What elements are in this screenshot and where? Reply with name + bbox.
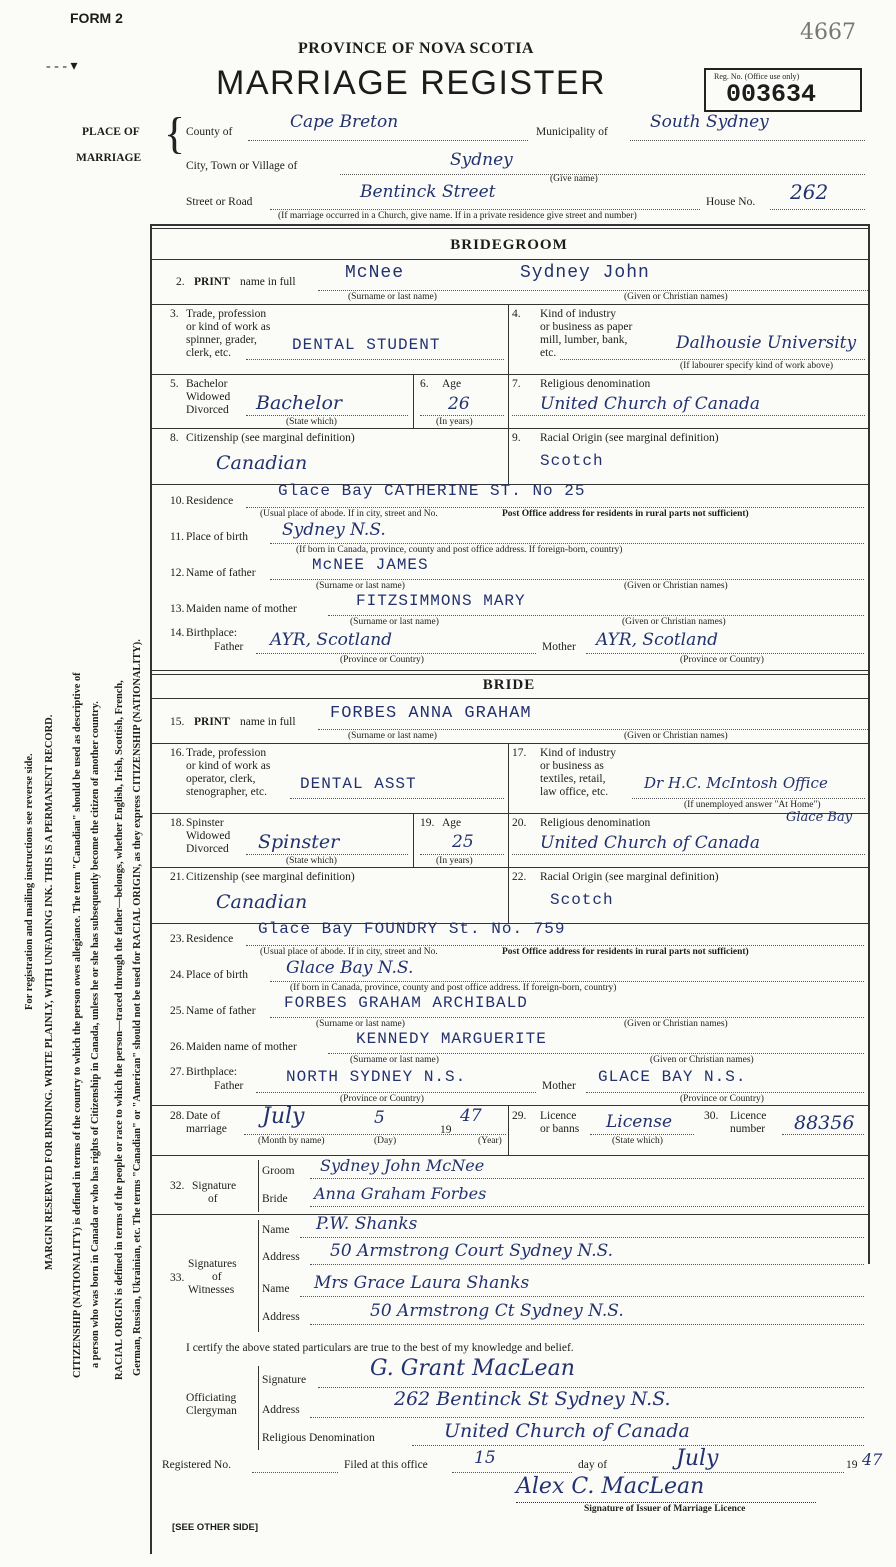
f12-label: Name of father — [186, 567, 256, 579]
filed-label: Filed at this office — [344, 1459, 428, 1471]
street-value: Bentinck Street — [360, 182, 496, 202]
marriage-day: 5 — [374, 1108, 385, 1128]
groom-father-surname-note: (Surname or last name) — [316, 581, 405, 591]
bride-status: Spinster — [258, 831, 340, 853]
groom-citizenship: Canadian — [216, 452, 308, 474]
county-value: Cape Breton — [290, 112, 399, 132]
f8-num: 8. — [170, 432, 179, 444]
f7-label: Religious denomination — [540, 378, 651, 390]
groom-mother-given-note: (Given or Christian names) — [622, 617, 726, 627]
place-label-2: MARRIAGE — [76, 152, 142, 164]
groom-surname-note: (Surname or last name) — [348, 292, 437, 302]
f11-num: 11. — [170, 531, 184, 543]
witness2-address: 50 Armstrong Ct Sydney N.S. — [370, 1301, 624, 1321]
groom-industry: Dalhousie University — [676, 333, 857, 353]
f32-label-2: of — [208, 1193, 218, 1205]
province-title: PROVINCE OF NOVA SCOTIA — [298, 40, 534, 57]
bride-father: FORBES GRAHAM ARCHIBALD — [284, 994, 528, 1012]
f7-num: 7. — [512, 378, 521, 390]
groom-given-note: (Given or Christian names) — [624, 292, 728, 302]
groom-mother-surname-note: (Surname or last name) — [350, 617, 439, 627]
margin-line-5: RACIAL ORIGIN is defined in terms of the people or race to which the person—traced through the father—belongs, whether English, Irish, Scottish, French, — [114, 680, 125, 1380]
f28-label-1: Date of — [186, 1110, 221, 1122]
f18-num: 18. — [170, 817, 185, 829]
day-note: (Day) — [374, 1136, 397, 1146]
registered-label: Registered No. — [162, 1459, 231, 1471]
filed-year-prefix: 19 — [846, 1459, 858, 1471]
witness1-name: P.W. Shanks — [316, 1214, 418, 1234]
bride-surname-note: (Surname or last name) — [348, 731, 437, 741]
f15-num: 15. — [170, 716, 185, 728]
f26-label: Maiden name of mother — [186, 1041, 297, 1053]
f27-label: Birthplace: — [186, 1066, 238, 1078]
bride-signature: Anna Graham Forbes — [314, 1184, 487, 1203]
f2-label: name in full — [240, 276, 296, 288]
place-label-1: PLACE OF — [82, 126, 140, 138]
f5-label-1: Bachelor — [186, 378, 228, 390]
f17-label-1: Kind of industry — [540, 747, 617, 759]
f25-label: Name of father — [186, 1005, 256, 1017]
groom-res-note-a: (Usual place of abode. If in city, street and No. — [260, 509, 438, 519]
form-border-left — [150, 224, 152, 1554]
bride-father-prov-note: (Province or Country) — [340, 1094, 424, 1104]
bride-citizenship: Canadian — [216, 891, 308, 913]
groom-racial: Scotch — [540, 452, 604, 470]
bride-industry: Dr H.C. McIntosh Office — [644, 774, 828, 792]
f18-label-1: Spinster — [186, 817, 224, 829]
bride-birth-note: (If born in Canada, province, county and post office address. If foreign-born, country) — [290, 983, 617, 993]
filed-month: July — [676, 1446, 719, 1471]
bride-res-note-a: (Usual place of abode. If in city, street and No. — [260, 947, 438, 957]
witness2-name: Mrs Grace Laura Shanks — [314, 1273, 530, 1293]
f17-label-3: textiles, retail, — [540, 773, 606, 785]
county-label: County of — [186, 126, 233, 138]
reg-no-label: Reg. No. (Office use only) — [714, 72, 800, 81]
f21-label: Citizenship (see marginal definition) — [186, 871, 355, 883]
document-title: MARRIAGE REGISTER — [216, 64, 607, 102]
clergy-signature-label: Signature — [262, 1374, 307, 1386]
f32-label-1: Signature — [192, 1180, 237, 1192]
f33-label-2: of — [212, 1271, 222, 1283]
f30-label-1: Licence — [730, 1110, 767, 1122]
city-label: City, Town or Village of — [186, 160, 298, 172]
groom-state-which: (State which) — [286, 417, 337, 427]
place-brace: { — [164, 109, 186, 158]
f5-label-3: Divorced — [186, 404, 229, 416]
filed-day: 15 — [474, 1448, 496, 1468]
bride-name: FORBES ANNA GRAHAM — [330, 704, 532, 723]
margin-line-6: German, Russian, Ukrainian, etc. The terms "Canadian" or "American" should not be used for RACIAL ORIGIN, as they express CITIZENSHIP (NATIONALITY). — [132, 639, 143, 1376]
f24-num: 24. — [170, 969, 185, 981]
f29-label-2: or banns — [540, 1123, 580, 1135]
groom-father-prov-note: (Province or Country) — [340, 655, 424, 665]
f17-num: 17. — [512, 747, 527, 759]
margin-line-1: For registration and mailing instructions see reverse side. — [24, 753, 35, 1010]
f3-label-4: clerk, etc. — [186, 347, 232, 359]
f16-label-1: Trade, profession — [186, 747, 267, 759]
f27-num: 27. — [170, 1066, 185, 1078]
f8-label: Citizenship (see marginal definition) — [186, 432, 355, 444]
f14-label: Birthplace: — [186, 627, 238, 639]
f3-label-3: spinner, grader, — [186, 334, 257, 346]
f12-num: 12. — [170, 567, 185, 579]
margin-line-2: MARGIN RESERVED FOR BINDING. WRITE PLAINLY, WITH UNFADING INK. THIS IS A PERMANENT RECORD. — [44, 714, 55, 1270]
city-value: Sydney — [450, 150, 513, 170]
f13-label: Maiden name of mother — [186, 603, 297, 615]
handwritten-number: 4667 — [800, 20, 856, 45]
f4-label-1: Kind of industry — [540, 308, 617, 320]
f4-label-4: etc. — [540, 347, 557, 359]
licence-or-banns: License — [606, 1112, 673, 1132]
groom-trade: DENTAL STUDENT — [292, 336, 441, 354]
groom-surname: McNee — [345, 263, 405, 283]
bride-mother-given-note: (Given or Christian names) — [650, 1055, 754, 1065]
groom-mother-prov-note: (Province or Country) — [680, 655, 764, 665]
f17-label-2: or business as — [540, 760, 604, 772]
clergy-address-label: Address — [262, 1404, 300, 1416]
bridegroom-heading: BRIDEGROOM — [450, 237, 568, 253]
f22-num: 22. — [512, 871, 527, 883]
groom-mother-birthplace: AYR, Scotland — [596, 630, 719, 650]
f22-label: Racial Origin (see marginal definition) — [540, 871, 719, 883]
f3-label-1: Trade, profession — [186, 308, 267, 320]
groom-sig-label: Groom — [262, 1165, 295, 1177]
bride-given-note: (Given or Christian names) — [624, 731, 728, 741]
f16-label-3: operator, clerk, — [186, 773, 256, 785]
place-note: (If marriage occurred in a Church, give name. If in a private residence give street and number) — [278, 211, 637, 221]
bride-mother-birthplace: GLACE BAY N.S. — [598, 1068, 747, 1086]
f27-father-label: Father — [214, 1080, 244, 1092]
margin-line-3: CITIZENSHIP (NATIONALITY) is defined in terms of the country to which the person owes allegiance. The term "Canadian" should be used as descriptive of — [72, 672, 83, 1378]
clergy-religion-label: Religious Denomination — [262, 1432, 375, 1444]
municipality-label: Municipality of — [536, 126, 608, 138]
f18-label-2: Widowed — [186, 830, 231, 842]
clergy-signature: G. Grant MacLean — [370, 1356, 575, 1381]
clergy-religion: United Church of Canada — [444, 1420, 690, 1442]
f14-mother-label: Mother — [542, 641, 576, 653]
f30-num: 30. — [704, 1110, 719, 1122]
f16-label-4: stenographer, etc. — [186, 786, 267, 798]
witness1-address: 50 Armstrong Court Sydney N.S. — [330, 1241, 614, 1261]
f25-num: 25. — [170, 1005, 185, 1017]
bride-mother-prov-note: (Province or Country) — [680, 1094, 764, 1104]
bride-father-birthplace: NORTH SYDNEY N.S. — [286, 1068, 467, 1086]
witness2-name-label: Name — [262, 1283, 290, 1295]
f28-label-2: marriage — [186, 1123, 227, 1135]
f26-num: 26. — [170, 1041, 185, 1053]
f9-label: Racial Origin (see marginal definition) — [540, 432, 719, 444]
f9-num: 9. — [512, 432, 521, 444]
licence-number: 88356 — [794, 1112, 855, 1134]
form-border-right — [868, 224, 870, 1264]
bride-racial: Scotch — [550, 891, 614, 909]
f19-num: 19. — [420, 817, 435, 829]
f32-num: 32. — [170, 1180, 185, 1192]
bride-father-surname-note: (Surname or last name) — [316, 1019, 405, 1029]
bride-religion-extra: Glace Bay — [786, 810, 853, 825]
marriage-month: July — [262, 1104, 305, 1129]
witness1-name-label: Name — [262, 1224, 290, 1236]
groom-father-given-note: (Given or Christian names) — [624, 581, 728, 591]
f29-label-1: Licence — [540, 1110, 577, 1122]
f3-label-2: or kind of work as — [186, 321, 271, 333]
bride-father-given-note: (Given or Christian names) — [624, 1019, 728, 1029]
f5-label-2: Widowed — [186, 391, 231, 403]
f15-print: PRINT — [194, 716, 230, 728]
groom-father-birthplace: AYR, Scotland — [270, 630, 393, 650]
f28-num: 28. — [170, 1110, 185, 1122]
clergy-label-1: Officiating — [186, 1392, 237, 1404]
bride-mother-surname-note: (Surname or last name) — [350, 1055, 439, 1065]
f14-num: 14. — [170, 627, 185, 639]
f11-label: Place of birth — [186, 531, 248, 543]
f3-num: 3. — [170, 308, 179, 320]
f24-label: Place of birth — [186, 969, 248, 981]
groom-birth-note: (If born in Canada, province, county and post office address. If foreign-born, country) — [296, 545, 623, 555]
f33-label-1: Signatures — [188, 1258, 237, 1270]
groom-residence: Glace Bay CATHERINE ST. No 25 — [278, 482, 586, 500]
day-of-label: day of — [578, 1459, 608, 1471]
clergy-address: 262 Bentinck St Sydney N.S. — [394, 1388, 671, 1410]
f20-num: 20. — [512, 817, 527, 829]
witness2-address-label: Address — [262, 1311, 300, 1323]
f6-num: 6. — [420, 378, 429, 390]
issuer-signature: Alex C. MacLean — [516, 1474, 705, 1499]
bride-birthplace: Glace Bay N.S. — [286, 958, 414, 978]
groom-in-years: (In years) — [436, 417, 473, 427]
bride-mother: KENNEDY MARGUERITE — [356, 1030, 547, 1048]
f27-mother-label: Mother — [542, 1080, 576, 1092]
f4-note: (If labourer specify kind of work above) — [680, 361, 833, 371]
municipality-value: South Sydney — [650, 112, 769, 132]
marriage-year: 47 — [460, 1106, 482, 1126]
f15-label: name in full — [240, 716, 296, 728]
groom-age: 26 — [448, 394, 470, 414]
reg-no-value: 003634 — [726, 80, 817, 109]
f33-num: 33. — [170, 1272, 185, 1284]
groom-birthplace: Sydney N.S. — [282, 520, 386, 540]
f18-label-3: Divorced — [186, 843, 229, 855]
f29-num: 29. — [512, 1110, 527, 1122]
give-name-note: (Give name) — [550, 174, 598, 184]
margin-line-4: a person who was born in Canada or who has rights of Citizenship in Canada, unless he or she has subsequently become the citizen of another country. — [90, 701, 101, 1368]
bride-age: 25 — [452, 832, 474, 852]
f5-num: 5. — [170, 378, 179, 390]
f4-label-3: mill, lumber, bank, — [540, 334, 628, 346]
form-label: FORM 2 — [70, 10, 123, 26]
groom-signature: Sydney John McNee — [320, 1156, 485, 1175]
f17-note: (If unemployed answer "At Home") — [684, 800, 821, 810]
bride-in-years: (In years) — [436, 856, 473, 866]
clergy-label-2: Clergyman — [186, 1405, 237, 1417]
month-note: (Month by name) — [258, 1136, 325, 1146]
bride-residence: Glace Bay FOUNDRY St. No. 759 — [258, 920, 566, 938]
street-label: Street or Road — [186, 196, 253, 208]
bride-sig-label: Bride — [262, 1193, 288, 1205]
f6-label: Age — [442, 378, 462, 390]
reg-no-box — [704, 68, 862, 112]
licence-state-which: (State which) — [612, 1136, 663, 1146]
f17-label-4: law office, etc. — [540, 786, 609, 798]
f14-father-label: Father — [214, 641, 244, 653]
marriage-year-prefix: 19 — [440, 1124, 452, 1136]
f16-label-2: or kind of work as — [186, 760, 271, 772]
witness1-address-label: Address — [262, 1251, 300, 1263]
groom-given-names: Sydney John — [520, 263, 650, 283]
f33-label-3: Witnesses — [188, 1284, 235, 1296]
f23-num: 23. — [170, 933, 185, 945]
f13-num: 13. — [170, 603, 185, 615]
corner-mark: - - - ▾ — [46, 59, 78, 74]
f10-label: Residence — [186, 495, 234, 507]
f19-label: Age — [442, 817, 462, 829]
f23-label: Residence — [186, 933, 234, 945]
groom-father: McNEE JAMES — [312, 556, 429, 574]
issuer-label: Signature of Issuer of Marriage Licence — [584, 1504, 746, 1514]
house-value: 262 — [790, 180, 829, 204]
f10-num: 10. — [170, 495, 185, 507]
groom-res-note-b: Post Office address for residents in rural parts not sufficient) — [502, 509, 749, 519]
groom-status: Bachelor — [256, 392, 343, 414]
f30-label-2: number — [730, 1123, 766, 1135]
f4-num: 4. — [512, 308, 521, 320]
groom-mother: FITZSIMMONS MARY — [356, 592, 526, 610]
f4-label-2: or business as paper — [540, 321, 633, 333]
groom-religion: United Church of Canada — [540, 394, 760, 414]
bride-heading: BRIDE — [482, 677, 536, 693]
certification-text: I certify the above stated particulars are true to the best of my knowledge and belief. — [186, 1342, 574, 1354]
house-label: House No. — [706, 196, 756, 208]
f2-num: 2. — [176, 276, 185, 288]
f21-num: 21. — [170, 871, 185, 883]
bride-res-note-b: Post Office address for residents in rural parts not sufficient) — [502, 947, 749, 957]
see-other-side: [SEE OTHER SIDE] — [172, 1522, 259, 1533]
year-note: (Year) — [478, 1136, 502, 1146]
f20-label: Religious denomination — [540, 817, 651, 829]
f16-num: 16. — [170, 747, 185, 759]
filed-year: 47 — [862, 1450, 883, 1469]
bride-religion: United Church of Canada — [540, 833, 760, 853]
bride-state-which: (State which) — [286, 856, 337, 866]
f2-print: PRINT — [194, 276, 230, 288]
bride-trade: DENTAL ASST — [300, 775, 417, 793]
